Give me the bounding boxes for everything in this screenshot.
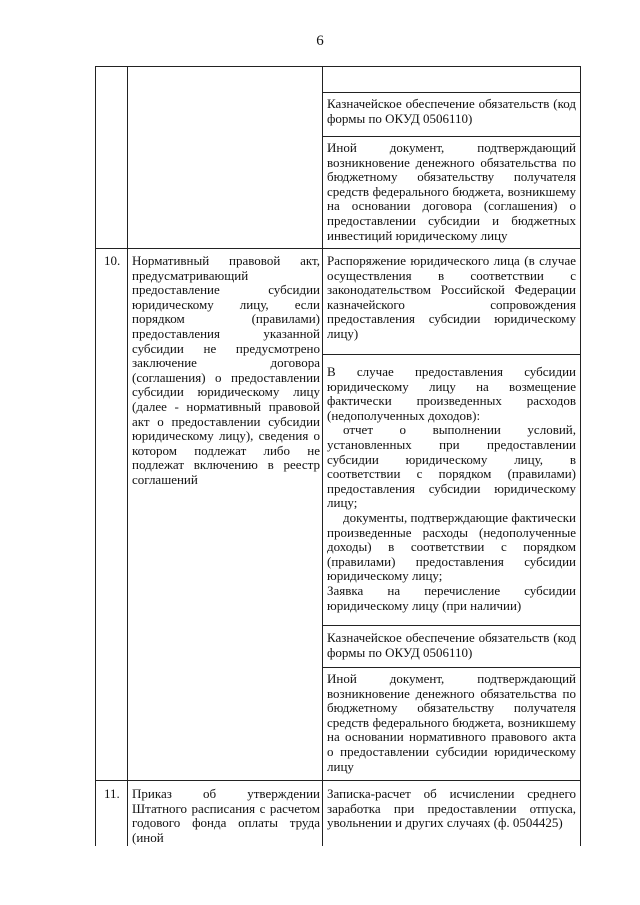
doc-text: Записка-расчет об исчислении среднего заработка при предоставлении отпуска, увольнении и других случаях (ф. 0504425) <box>327 786 576 831</box>
table-border-right <box>580 66 581 846</box>
row-number: 10. <box>104 253 121 268</box>
doc-cell <box>327 672 576 774</box>
table-border-left <box>95 66 96 846</box>
doc-divider <box>322 136 581 137</box>
table-column-divider-2 <box>322 66 323 846</box>
doc-divider <box>322 92 581 93</box>
doc-paragraph: В случае предоставления субсидии юридическому лицу на возмещение фактически произведенных расходов (недополученных доходов): <box>327 364 576 423</box>
basis-document-cell <box>132 254 320 488</box>
doc-text: Распоряжение юридического лица (в случае осуществления в соответствии с законодательством Российской Федерации казначейского сопровождения предоставления субсидии юридическому лицу) <box>327 253 576 341</box>
table-border-top <box>95 66 581 67</box>
doc-text: Иной документ, подтверждающий возникновение денежного обязательства по бюджетному обязательству получателя средств федерального бюджета, возникшему на основании нормативного правового акта о предоставлении субсидии юридическому лицу <box>327 671 576 774</box>
doc-cell <box>327 254 576 342</box>
row-divider <box>95 248 581 249</box>
doc-paragraph: документы, подтверждающие фактически произведенные расходы (недополученные доходы) в соответствии с порядком (правилами) предоставления субсидии юридическому лицу; <box>327 509 576 584</box>
doc-text: Казначейское обеспечение обязательств (код формы по ОКУД 0506110) <box>327 96 576 126</box>
doc-cell <box>327 365 576 613</box>
doc-cell <box>327 631 576 660</box>
doc-divider <box>322 625 581 626</box>
doc-divider <box>322 667 581 668</box>
basis-document-text: Нормативный правовой акт, предусматривающий предоставление субсидии юридическому лицу, если порядком (правилами) предоставления указанной субсидии не предусмотрено заключение договора (соглашения) о предоставлении субсидии юридическому лицу (далее - нормативный правовой акт о предоставлении субсидии юридическому лицу), сведения о котором подлежат либо не подлежат включению в реестр соглашений <box>132 253 320 487</box>
doc-paragraph: отчет о выполнении условий, установленных при предоставлении субсидии юридическому лицу, в соответствии с порядком (правилами) предоставления субсидии юридическому лицу; <box>327 422 576 511</box>
doc-text: Иной документ, подтверждающий возникновение денежного обязательства по бюджетному обязательству получателя средств федерального бюджета, возникшему на основании договора (соглашения) о предоставлении субсидии и бюджетных инвестиций юридическому лицу <box>327 140 576 243</box>
page-number: 6 <box>316 33 324 49</box>
row-divider <box>95 780 581 781</box>
basis-document-text: Приказ об утверждении Штатного расписания с расчетом годового фонда оплаты труда (иной <box>132 786 320 845</box>
basis-document-cell <box>132 787 320 845</box>
doc-divider <box>322 354 581 355</box>
doc-cell <box>327 97 576 126</box>
doc-cell <box>327 141 576 243</box>
doc-cell <box>327 787 576 831</box>
row-number: 11. <box>104 786 120 801</box>
table-column-divider-1 <box>127 66 128 846</box>
doc-paragraph: Заявка на перечисление субсидии юридическому лицу (при наличии) <box>327 582 576 613</box>
doc-text: Казначейское обеспечение обязательств (код формы по ОКУД 0506110) <box>327 630 576 660</box>
